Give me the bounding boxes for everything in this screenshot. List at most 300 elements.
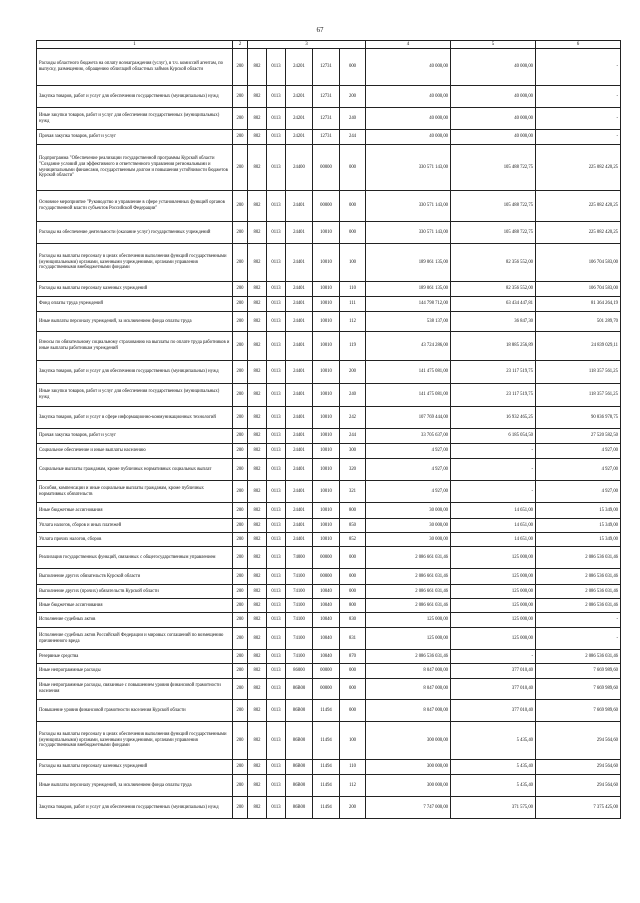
table-cell-expense-type: 110 xyxy=(340,760,366,775)
table-cell-name: Расходы на выплаты персоналу в целях обеспечения выполнения функций государственными (муниципальными) органами, казенными учреждениями, органами управления государственными внебюджетными фондами xyxy=(37,244,233,282)
table-cell-section: 0113 xyxy=(267,760,286,775)
table-cell-gov: 200 xyxy=(233,49,248,86)
table-cell-executed: 40 000,00 xyxy=(451,86,536,108)
table-cell-remaining: 2 086 536 031,46 xyxy=(536,585,621,599)
table-cell-dept: 802 xyxy=(248,722,267,760)
table-cell-remaining: - xyxy=(536,613,621,628)
table-cell-dept: 802 xyxy=(248,332,267,361)
table-cell-direction: 11494 xyxy=(313,797,340,819)
table-cell-name: Выполнение других (прочих) обязательств Курской области xyxy=(37,585,233,599)
table-cell-executed: 82 356 552,00 xyxy=(451,244,536,282)
table-cell-section: 0113 xyxy=(267,49,286,86)
table-cell-remaining: - xyxy=(536,628,621,650)
table-cell-dept: 802 xyxy=(248,312,267,332)
table-cell-expense-type: 000 xyxy=(340,49,366,86)
table-cell-approved: 125 000,00 xyxy=(366,628,451,650)
table-cell-program: 24401 xyxy=(286,407,313,429)
table-cell-direction: 10040 xyxy=(313,650,340,664)
table-cell-expense-type: 200 xyxy=(340,361,366,384)
table-cell-dept: 802 xyxy=(248,222,267,244)
table-cell-program: 24401 xyxy=(286,459,313,481)
table-cell-approved: 8 047 000,00 xyxy=(366,664,451,679)
table-cell-program: 74100 xyxy=(286,628,313,650)
table-cell-section: 0113 xyxy=(267,130,286,145)
table-cell-name: Исполнение судебных актов Российской Федерации и мировых соглашений по возмещению причиненного вреда xyxy=(37,628,233,650)
table-row xyxy=(37,722,621,760)
table-cell-section: 0113 xyxy=(267,613,286,628)
header-col-1: 1 xyxy=(37,41,233,49)
table-cell-remaining: 4 927,00 xyxy=(536,444,621,459)
table-cell-program: 74100 xyxy=(286,650,313,664)
table-cell-dept: 802 xyxy=(248,145,267,191)
table-cell-name: Исполнение судебных актов xyxy=(37,613,233,628)
table-cell-section: 0113 xyxy=(267,312,286,332)
table-cell-approved: 125 000,00 xyxy=(366,613,451,628)
table-cell-direction: 11494 xyxy=(313,722,340,760)
table-cell-remaining: 2 086 536 031,46 xyxy=(536,599,621,613)
table-cell-expense-type: 244 xyxy=(340,130,366,145)
table-cell-section: 0113 xyxy=(267,297,286,312)
table-cell-gov: 200 xyxy=(233,361,248,384)
table-cell-gov: 200 xyxy=(233,503,248,519)
table-cell-executed: 125 000,00 xyxy=(451,599,536,613)
table-cell-section: 0113 xyxy=(267,503,286,519)
table-cell-expense-type: 111 xyxy=(340,297,366,312)
table-cell-approved: 189 061 135,00 xyxy=(366,282,451,297)
table-cell-expense-type: 200 xyxy=(340,797,366,819)
table-cell-dept: 802 xyxy=(248,628,267,650)
table-cell-section: 0113 xyxy=(267,191,286,222)
table-row xyxy=(37,282,621,297)
table-cell-direction: 00000 xyxy=(313,547,340,569)
header-col-4: 4 xyxy=(366,41,451,49)
table-cell-remaining: 225 082 420,25 xyxy=(536,222,621,244)
table-cell-direction: 10010 xyxy=(313,459,340,481)
table-row xyxy=(37,429,621,444)
table-cell-expense-type: 240 xyxy=(340,384,366,407)
table-cell-dept: 802 xyxy=(248,191,267,222)
table-cell-gov: 200 xyxy=(233,244,248,282)
table-cell-name: Иные непрограммные расходы, связанные с повышением уровня финансовой грамотности населения xyxy=(37,679,233,700)
header-col-3: 3 xyxy=(248,41,366,49)
table-cell-remaining: 24 839 029,11 xyxy=(536,332,621,361)
table-cell-approved: 30 000,00 xyxy=(366,503,451,519)
table-cell-program: 24401 xyxy=(286,312,313,332)
table-cell-section: 0113 xyxy=(267,86,286,108)
table-cell-dept: 802 xyxy=(248,444,267,459)
table-cell-gov: 200 xyxy=(233,613,248,628)
table-body xyxy=(37,49,621,819)
table-cell-direction: 10010 xyxy=(313,222,340,244)
table-cell-name: Расходы на выплаты персоналу казенных учреждений xyxy=(37,282,233,297)
table-row xyxy=(37,108,621,130)
table-cell-direction: 00000 xyxy=(313,191,340,222)
table-cell-dept: 802 xyxy=(248,130,267,145)
table-cell-approved: 141 475 081,00 xyxy=(366,361,451,384)
table-cell-program: 24401 xyxy=(286,444,313,459)
table-cell-program: 24401 xyxy=(286,429,313,444)
table-cell-remaining: 106 704 583,00 xyxy=(536,282,621,297)
table-cell-remaining: 2 086 536 031,46 xyxy=(536,650,621,664)
table-cell-dept: 802 xyxy=(248,481,267,503)
table-cell-approved: 2 086 661 031,46 xyxy=(366,599,451,613)
table-cell-dept: 802 xyxy=(248,760,267,775)
table-cell-direction: 12731 xyxy=(313,130,340,145)
table-cell-approved: 141 475 081,00 xyxy=(366,384,451,407)
table-cell-direction: 10040 xyxy=(313,599,340,613)
table-cell-program: 86В00 xyxy=(286,679,313,700)
table-cell-gov: 200 xyxy=(233,599,248,613)
table-cell-dept: 802 xyxy=(248,664,267,679)
table-cell-approved: 538 137,00 xyxy=(366,312,451,332)
table-cell-gov: 200 xyxy=(233,481,248,503)
table-cell-approved: 8 047 000,00 xyxy=(366,700,451,722)
table-cell-section: 0113 xyxy=(267,533,286,547)
table-cell-expense-type: 300 xyxy=(340,444,366,459)
table-cell-program: 24401 xyxy=(286,481,313,503)
table-cell-program: 86В00 xyxy=(286,797,313,819)
table-cell-section: 0113 xyxy=(267,244,286,282)
table-cell-dept: 802 xyxy=(248,244,267,282)
table-cell-program: 86000 xyxy=(286,664,313,679)
table-cell-direction: 00000 xyxy=(313,679,340,700)
table-cell-executed: 14 651,00 xyxy=(451,519,536,533)
table-row xyxy=(37,585,621,599)
table-cell-gov: 200 xyxy=(233,585,248,599)
table-cell-approved: 40 000,00 xyxy=(366,108,451,130)
table-cell-dept: 802 xyxy=(248,86,267,108)
table-cell-expense-type: 000 xyxy=(340,569,366,585)
table-cell-program: 24401 xyxy=(286,361,313,384)
table-cell-program: 74100 xyxy=(286,585,313,599)
table-cell-direction: 10010 xyxy=(313,429,340,444)
table-cell-executed: 5 435,40 xyxy=(451,722,536,760)
table-cell-section: 0113 xyxy=(267,384,286,407)
table-cell-executed: 5 435,40 xyxy=(451,775,536,797)
table-cell-expense-type: 831 xyxy=(340,628,366,650)
table-row xyxy=(37,312,621,332)
table-cell-dept: 802 xyxy=(248,797,267,819)
table-cell-expense-type: 000 xyxy=(340,679,366,700)
table-cell-program: 86В00 xyxy=(286,700,313,722)
table-row xyxy=(37,760,621,775)
table-cell-program: 74100 xyxy=(286,569,313,585)
table-cell-expense-type: 244 xyxy=(340,429,366,444)
table-cell-direction: 10010 xyxy=(313,407,340,429)
table-cell-gov: 200 xyxy=(233,282,248,297)
table-cell-remaining: 7 669 989,60 xyxy=(536,664,621,679)
table-cell-direction: 00000 xyxy=(313,664,340,679)
table-cell-name: Расходы на обеспечение деятельности (оказание услуг) государственных учреждений xyxy=(37,222,233,244)
table-cell-gov: 200 xyxy=(233,760,248,775)
table-cell-direction: 10010 xyxy=(313,384,340,407)
table-cell-expense-type: 100 xyxy=(340,722,366,760)
table-cell-section: 0113 xyxy=(267,282,286,297)
table-cell-expense-type: 000 xyxy=(340,191,366,222)
table-cell-program: 24401 xyxy=(286,222,313,244)
table-cell-direction: 10010 xyxy=(313,332,340,361)
table-cell-remaining: 81 364 264,19 xyxy=(536,297,621,312)
table-cell-approved: 330 571 143,00 xyxy=(366,145,451,191)
table-cell-section: 0113 xyxy=(267,429,286,444)
table-cell-expense-type: 320 xyxy=(340,459,366,481)
table-cell-executed: 125 000,00 xyxy=(451,547,536,569)
table-cell-direction: 10010 xyxy=(313,361,340,384)
table-cell-direction: 11494 xyxy=(313,700,340,722)
table-cell-section: 0113 xyxy=(267,407,286,429)
table-cell-name: Расходы на выплаты персоналу в целях обеспечения выполнения функций государственными (муниципальными) органами, казенными учреждениями, органами управления государственными внебюджетными фондами xyxy=(37,722,233,760)
table-cell-gov: 200 xyxy=(233,108,248,130)
table-cell-section: 0113 xyxy=(267,481,286,503)
table-cell-expense-type: 242 xyxy=(340,407,366,429)
table-row xyxy=(37,145,621,191)
budget-table-container xyxy=(36,40,620,819)
table-row xyxy=(37,519,621,533)
table-cell-remaining: 4 927,00 xyxy=(536,481,621,503)
table-cell-remaining: 4 927,00 xyxy=(536,459,621,481)
table-cell-dept: 802 xyxy=(248,547,267,569)
table-cell-gov: 200 xyxy=(233,444,248,459)
table-row xyxy=(37,569,621,585)
table-cell-approved: 40 000,00 xyxy=(366,49,451,86)
table-cell-gov: 200 xyxy=(233,797,248,819)
table-cell-gov: 200 xyxy=(233,679,248,700)
table-cell-name: Повышение уровня финансовой грамотности населения Курской области xyxy=(37,700,233,722)
table-cell-section: 0113 xyxy=(267,679,286,700)
table-cell-name: Фонд оплаты труда учреждений xyxy=(37,297,233,312)
table-cell-approved: 2 086 536 031,46 xyxy=(366,650,451,664)
table-cell-executed: - xyxy=(451,444,536,459)
table-cell-executed: 377 010,40 xyxy=(451,700,536,722)
table-cell-approved: 2 086 661 031,46 xyxy=(366,547,451,569)
table-row xyxy=(37,533,621,547)
table-cell-remaining: 106 704 583,00 xyxy=(536,244,621,282)
table-cell-section: 0113 xyxy=(267,650,286,664)
table-cell-approved: 2 086 661 031,46 xyxy=(366,569,451,585)
table-cell-direction: 10040 xyxy=(313,585,340,599)
table-cell-executed: 14 651,00 xyxy=(451,503,536,519)
table-cell-expense-type: 321 xyxy=(340,481,366,503)
table-cell-gov: 200 xyxy=(233,628,248,650)
table-row xyxy=(37,613,621,628)
table-cell-remaining: - xyxy=(536,108,621,130)
table-cell-program: 24201 xyxy=(286,130,313,145)
table-cell-name: Закупка товаров, работ и услуг для обеспечения государственных (муниципальных) нужд xyxy=(37,361,233,384)
table-cell-dept: 802 xyxy=(248,407,267,429)
table-cell-name: Пособия, компенсации и иные социальные выплаты гражданам, кроме публичных нормативных обязательств xyxy=(37,481,233,503)
table-cell-direction: 12731 xyxy=(313,108,340,130)
table-cell-program: 24401 xyxy=(286,282,313,297)
table-cell-gov: 200 xyxy=(233,664,248,679)
table-cell-program: 86В00 xyxy=(286,760,313,775)
table-cell-direction: 10010 xyxy=(313,282,340,297)
table-cell-executed: 40 000,00 xyxy=(451,108,536,130)
table-cell-approved: 144 798 712,00 xyxy=(366,297,451,312)
table-cell-remaining: - xyxy=(536,86,621,108)
table-cell-direction: 10010 xyxy=(313,444,340,459)
table-cell-gov: 200 xyxy=(233,722,248,760)
table-cell-approved: 8 047 000,00 xyxy=(366,679,451,700)
table-cell-program: 24401 xyxy=(286,519,313,533)
table-cell-direction: 10010 xyxy=(313,312,340,332)
table-cell-program: 24201 xyxy=(286,108,313,130)
table-cell-gov: 200 xyxy=(233,775,248,797)
table-row xyxy=(37,481,621,503)
table-row xyxy=(37,130,621,145)
table-cell-approved: 300 000,00 xyxy=(366,760,451,775)
table-cell-dept: 802 xyxy=(248,599,267,613)
table-cell-expense-type: 830 xyxy=(340,613,366,628)
table-row xyxy=(37,332,621,361)
table-row xyxy=(37,679,621,700)
table-cell-section: 0113 xyxy=(267,722,286,760)
table-cell-remaining: - xyxy=(536,49,621,86)
table-cell-section: 0113 xyxy=(267,700,286,722)
table-cell-remaining: 27 520 582,50 xyxy=(536,429,621,444)
table-cell-program: 86В00 xyxy=(286,722,313,760)
table-cell-remaining: 15 349,00 xyxy=(536,519,621,533)
table-cell-executed: 371 575,00 xyxy=(451,797,536,819)
table-cell-executed: 36 847,30 xyxy=(451,312,536,332)
table-row xyxy=(37,361,621,384)
table-cell-gov: 200 xyxy=(233,130,248,145)
table-cell-approved: 300 000,00 xyxy=(366,722,451,760)
table-cell-direction: 12731 xyxy=(313,49,340,86)
table-cell-remaining: 501 289,70 xyxy=(536,312,621,332)
table-cell-program: 74000 xyxy=(286,547,313,569)
table-cell-section: 0113 xyxy=(267,519,286,533)
table-cell-name: Уплата налогов, сборов и иных платежей xyxy=(37,519,233,533)
table-cell-direction: 10010 xyxy=(313,519,340,533)
table-cell-program: 24401 xyxy=(286,503,313,519)
table-cell-remaining: 2 086 536 031,46 xyxy=(536,547,621,569)
table-cell-executed: - xyxy=(451,650,536,664)
table-cell-section: 0113 xyxy=(267,222,286,244)
table-cell-expense-type: 850 xyxy=(340,519,366,533)
table-cell-remaining: 2 086 536 031,46 xyxy=(536,569,621,585)
table-cell-expense-type: 000 xyxy=(340,222,366,244)
table-cell-program: 24401 xyxy=(286,332,313,361)
table-row xyxy=(37,49,621,86)
budget-table xyxy=(36,40,621,819)
table-cell-dept: 802 xyxy=(248,519,267,533)
table-cell-dept: 802 xyxy=(248,297,267,312)
table-cell-gov: 200 xyxy=(233,332,248,361)
table-cell-section: 0113 xyxy=(267,664,286,679)
table-cell-executed: 125 000,00 xyxy=(451,569,536,585)
table-cell-name: Прочая закупка товаров, работ и услуг xyxy=(37,130,233,145)
table-row xyxy=(37,700,621,722)
table-cell-approved: 107 769 444,00 xyxy=(366,407,451,429)
table-cell-remaining: 15 349,00 xyxy=(536,503,621,519)
table-cell-name: Реализация государственных функций, связанных с общегосударственным управлением xyxy=(37,547,233,569)
table-cell-gov: 200 xyxy=(233,312,248,332)
table-cell-dept: 802 xyxy=(248,679,267,700)
table-cell-direction: 10010 xyxy=(313,244,340,282)
header-col-2: 2 xyxy=(233,41,248,49)
table-row xyxy=(37,650,621,664)
table-cell-gov: 200 xyxy=(233,407,248,429)
table-cell-approved: 2 086 661 031,46 xyxy=(366,585,451,599)
table-cell-executed: 105 488 722,75 xyxy=(451,145,536,191)
table-cell-name: Выполнение других обязательств Курской области xyxy=(37,569,233,585)
table-cell-dept: 802 xyxy=(248,282,267,297)
table-row xyxy=(37,547,621,569)
table-cell-remaining: 294 564,60 xyxy=(536,760,621,775)
table-cell-name: Подпрограмма "Обеспечение реализации государственной программы Курской области "Создание условий для эффективного и ответственного управления региональными и муниципальными финансами, государственным долгом и повышения устойчивости бюджетов Курской области" xyxy=(37,145,233,191)
table-cell-gov: 200 xyxy=(233,145,248,191)
header-row xyxy=(37,41,621,49)
table-cell-remaining: 7 669 989,60 xyxy=(536,679,621,700)
table-cell-section: 0113 xyxy=(267,332,286,361)
table-cell-program: 74100 xyxy=(286,613,313,628)
table-cell-approved: 40 000,00 xyxy=(366,130,451,145)
table-cell-remaining: 15 349,00 xyxy=(536,533,621,547)
table-cell-dept: 802 xyxy=(248,775,267,797)
table-cell-executed: 82 356 552,00 xyxy=(451,282,536,297)
table-cell-gov: 200 xyxy=(233,86,248,108)
table-cell-gov: 200 xyxy=(233,533,248,547)
table-row xyxy=(37,407,621,429)
table-cell-program: 24401 xyxy=(286,244,313,282)
table-cell-remaining: 294 564,60 xyxy=(536,722,621,760)
table-cell-remaining: 90 836 978,75 xyxy=(536,407,621,429)
table-cell-direction: 10040 xyxy=(313,628,340,650)
table-cell-gov: 200 xyxy=(233,569,248,585)
table-cell-executed: 125 000,00 xyxy=(451,585,536,599)
table-row xyxy=(37,191,621,222)
table-cell-gov: 200 xyxy=(233,547,248,569)
table-cell-direction: 10010 xyxy=(313,503,340,519)
table-cell-name: Иные бюджетные ассигнования xyxy=(37,503,233,519)
table-cell-direction: 00000 xyxy=(313,145,340,191)
table-cell-expense-type: 000 xyxy=(340,664,366,679)
table-cell-section: 0113 xyxy=(267,628,286,650)
table-cell-dept: 802 xyxy=(248,533,267,547)
table-cell-section: 0113 xyxy=(267,599,286,613)
table-cell-program: 24401 xyxy=(286,191,313,222)
table-cell-expense-type: 000 xyxy=(340,547,366,569)
table-row xyxy=(37,222,621,244)
table-cell-program: 24401 xyxy=(286,533,313,547)
table-cell-expense-type: 112 xyxy=(340,775,366,797)
table-cell-name: Социальные выплаты гражданам, кроме публичных нормативных социальных выплат xyxy=(37,459,233,481)
table-cell-approved: 40 000,00 xyxy=(366,86,451,108)
table-cell-section: 0113 xyxy=(267,361,286,384)
table-row xyxy=(37,664,621,679)
table-cell-section: 0113 xyxy=(267,547,286,569)
table-row xyxy=(37,444,621,459)
table-cell-executed: 16 932 465,25 xyxy=(451,407,536,429)
table-cell-name: Взносы по обязательному социальному страхованию на выплаты по оплате труда работников и иные выплаты работникам учреждений xyxy=(37,332,233,361)
table-cell-executed: 23 117 519,75 xyxy=(451,384,536,407)
table-cell-dept: 802 xyxy=(248,569,267,585)
table-cell-dept: 802 xyxy=(248,650,267,664)
table-cell-approved: 4 927,00 xyxy=(366,481,451,503)
table-cell-name: Основное мероприятие "Руководство и управление в сфере установленных функций органов государственной власти субъектов Российской Федерации" xyxy=(37,191,233,222)
table-cell-executed: 40 000,00 xyxy=(451,130,536,145)
table-cell-name: Социальное обеспечение и иные выплаты населению xyxy=(37,444,233,459)
table-cell-name: Закупка товаров, работ и услуг для обеспечения государственных (муниципальных) нужд xyxy=(37,86,233,108)
table-row xyxy=(37,503,621,519)
table-cell-dept: 802 xyxy=(248,503,267,519)
table-cell-gov: 200 xyxy=(233,519,248,533)
table-cell-approved: 30 000,00 xyxy=(366,533,451,547)
table-cell-expense-type: 870 xyxy=(340,650,366,664)
table-cell-remaining: 294 564,60 xyxy=(536,775,621,797)
table-cell-approved: 33 705 637,00 xyxy=(366,429,451,444)
table-cell-remaining: 225 082 420,25 xyxy=(536,191,621,222)
